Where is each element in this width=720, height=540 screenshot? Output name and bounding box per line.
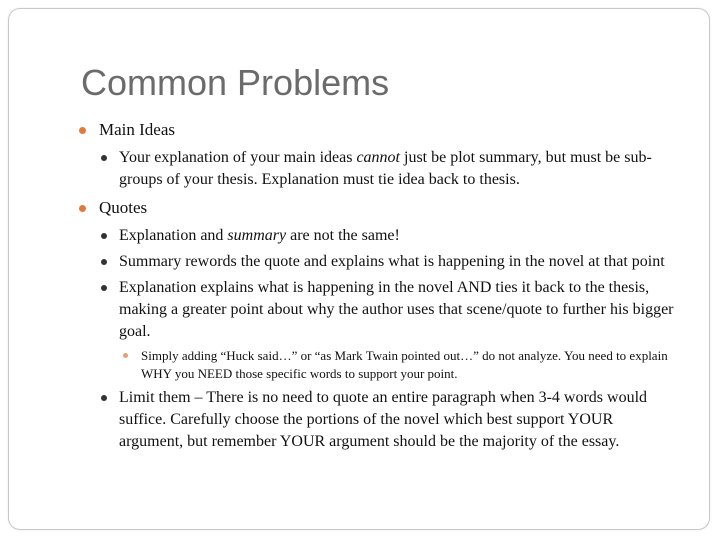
slide-frame bbox=[8, 8, 710, 530]
bullet-dot-icon bbox=[101, 155, 107, 161]
bullet-dot-icon bbox=[101, 233, 107, 239]
emphasis-cannot: cannot bbox=[356, 149, 400, 166]
bullet-quotes-text: Quotes bbox=[99, 198, 148, 217]
bullet-dot-icon bbox=[79, 127, 86, 134]
sub-bullet-explanation-explains bbox=[99, 277, 679, 343]
bullet-main-ideas-text: Main Ideas bbox=[99, 120, 176, 139]
text-after: just be plot summary, but must be sub-groups of your thesis. Explanation must tie idea back to thesis. bbox=[119, 149, 652, 188]
sub-sub-bullet-text: Simply adding “Huck said…” or “as Mark Twain pointed out…” do not analyze. You need to explain WHY you NEED those specific words to support your point. bbox=[141, 348, 668, 381]
text-after: are not the same! bbox=[286, 227, 400, 244]
sub-bullet-explanation-vs-summary bbox=[99, 225, 679, 247]
sub-bullet-summary-rewords bbox=[99, 251, 679, 273]
text-before: Explanation and bbox=[119, 227, 228, 244]
sub-sub-bullet-simply-adding bbox=[121, 347, 679, 383]
bullet-dot-icon bbox=[123, 353, 128, 358]
sub-bullet-text: Explanation explains what is happening in the novel AND ties it back to the thesis, making a greater point about why the author uses that scene/quote to further his bigger goal. bbox=[119, 279, 674, 340]
bullet-dot-icon bbox=[101, 285, 107, 291]
sub-bullet-limit-them bbox=[99, 387, 679, 453]
emphasis-summary: summary bbox=[227, 227, 287, 244]
sub-bullet-text: Limit them – There is no need to quote an entire paragraph when 3-4 words would suffice. Carefully choose the portions of the novel which best support YOUR argument, but remember YOUR argument should be the majority of the essay. bbox=[119, 389, 648, 450]
bullet-dot-icon bbox=[101, 395, 107, 401]
slide-title: Common Problems bbox=[81, 62, 390, 103]
bullet-dot-icon bbox=[101, 259, 107, 265]
slide-content bbox=[79, 119, 679, 457]
bullet-quotes bbox=[79, 197, 679, 219]
sub-bullet-text: Summary rewords the quote and explains what is happening in the novel at that point bbox=[119, 253, 665, 270]
bullet-dot-icon bbox=[79, 205, 86, 212]
sub-bullet-main-ideas-explanation bbox=[99, 147, 679, 191]
text-before: Your explanation of your main ideas bbox=[119, 149, 357, 166]
bullet-main-ideas bbox=[79, 119, 679, 141]
